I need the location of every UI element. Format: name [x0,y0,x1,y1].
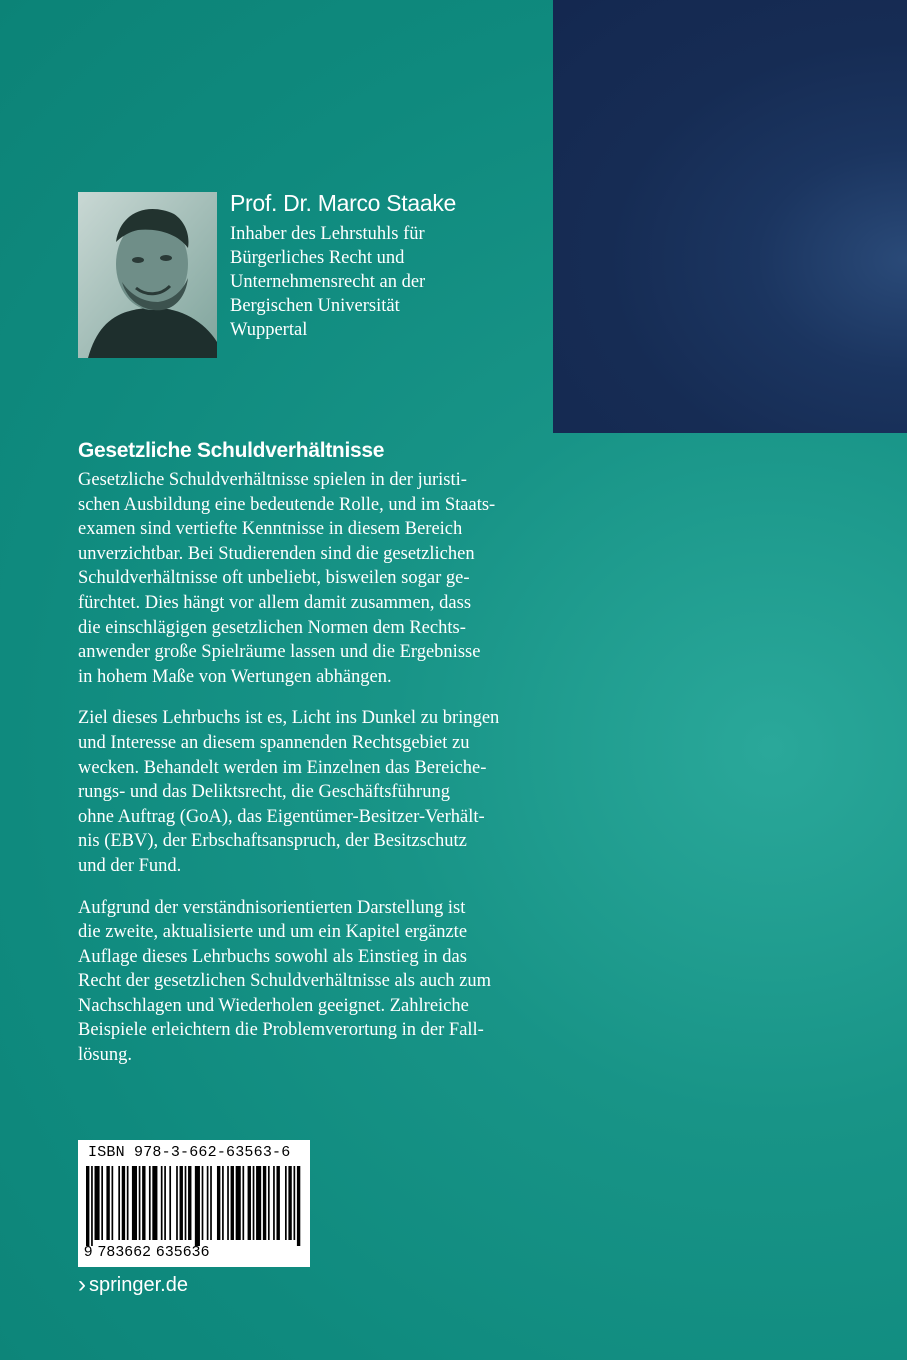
barcode-bar [112,1166,114,1240]
barcode-bar [188,1166,191,1240]
barcode-bar [101,1166,103,1240]
barcode-bar [222,1166,224,1240]
barcode-bar [132,1166,137,1240]
navy-cover-panel [553,0,907,433]
barcode-bar [91,1166,93,1246]
text-line: fürchtet. Dies hängt vor allem damit zusammen, dass [78,592,472,613]
barcode-bar [202,1166,204,1240]
barcode-bar [207,1166,209,1240]
text-line: in hohem Maße von Wertungen abhängen. [78,666,392,687]
barcode-bar [288,1166,291,1240]
barcode-bar [195,1166,200,1246]
barcode-bar [122,1166,125,1240]
barcode-bar [180,1166,183,1240]
chevron-right-icon: › [78,1271,86,1298]
text-line: anwender große Spielräume lassen und die Ergebnisse [78,642,481,663]
text-line: Auflage dieses Lehrbuchs sowohl als Einstieg in das [78,946,467,967]
barcode-bar [217,1166,220,1240]
barcode-bar [118,1166,120,1240]
barcode-bar [256,1166,261,1240]
author-name: Prof. Dr. Marco Staake [230,190,457,216]
barcode-bar [95,1166,100,1240]
text-line: unverzichtbar. Bei Studierenden sind die gesetzlichen [78,543,475,564]
paragraph [78,706,548,878]
barcode-bar [268,1166,270,1240]
barcode-bar [273,1166,275,1240]
barcode-bar [176,1166,178,1240]
text-line: und Interesse an diesem spannenden Rechtsgebiet zu [78,732,470,753]
author-bio-line: Bergischen Universität [230,296,400,316]
author-bio-line: Unternehmensrecht an der [230,272,426,292]
barcode-bar [285,1166,287,1240]
text-line: Beispiele erleichtern die Problemverortung in der Fall- [78,1020,484,1041]
barcode-bar [152,1166,157,1240]
text-line: Schuldverhältnisse oft unbeliebt, bisweilen sogar ge- [78,568,470,589]
barcode-bar [149,1166,151,1240]
barcode-bar [161,1166,163,1240]
paragraph [78,896,548,1068]
text-line: die einschlägigen gesetzlichen Normen dem Rechts- [78,617,466,638]
text-line: und der Fund. [78,855,182,876]
barcode-digits: 9 783662 635636 [84,1243,210,1260]
barcode-bar [127,1166,129,1240]
text-line: Nachschlagen und Wiederholen geeignet. Zahlreiche [78,995,469,1016]
author-bio-line: Inhaber des Lehrstuhls für [230,224,425,244]
barcode-bar [242,1166,244,1240]
text-line: rungs- und das Deliktsrecht, die Geschäftsführung [78,782,450,803]
barcode-bar [294,1166,296,1240]
barcode-bar [142,1166,145,1240]
text-line: Aufgrund der verständnisorientierten Darstellung ist [78,897,466,918]
barcode-bar [86,1166,89,1246]
barcode-bar [297,1166,300,1246]
barcode-bar [276,1166,279,1240]
publisher-link[interactable] [78,1273,188,1297]
publisher-url: springer.de [89,1273,188,1296]
text-line: Ziel dieses Lehrbuchs ist es, Licht ins Dunkel zu bringen [78,708,500,729]
text-line: schen Ausbildung eine bedeutende Rolle, und im Staats- [78,494,496,515]
section-title: Gesetzliche Schuldverhältnisse [78,439,385,462]
barcode-bar [227,1166,229,1240]
blurb-text [78,468,548,1085]
text-line: die zweite, aktualisierte und um ein Kapitel ergänzte [78,922,468,943]
text-line: examen sind vertiefte Kenntnisse in diesem Bereich [78,519,463,540]
isbn-barcode-box [78,1140,310,1267]
text-line: Recht der gesetzlichen Schuldverhältnisse als auch zum [78,971,492,992]
barcode-bar [139,1166,141,1240]
author-photo [78,192,217,358]
author-bio-line: Wuppertal [230,320,308,340]
barcode-bar [236,1166,241,1240]
barcode-bar [248,1166,251,1240]
text-line: lösung. [78,1045,132,1066]
barcode-bar [253,1166,255,1240]
barcode-bar [106,1166,109,1240]
barcode-bar [169,1166,171,1240]
author-bio [230,222,530,342]
isbn-label: ISBN 978-3-662-63563-6 [88,1144,291,1161]
text-line: wecken. Behandelt werden im Einzelnen das Bereiche- [78,757,487,778]
author-bio-line: Bürgerliches Recht und [230,248,405,268]
barcode-icon [86,1166,302,1246]
barcode-bar [185,1166,187,1240]
text-line: Gesetzliche Schuldverhältnisse spielen in der juristi- [78,470,467,490]
text-line: nis (EBV), der Erbschaftsanspruch, der Besitzschutz [78,831,467,852]
barcode-bar [210,1166,212,1240]
barcode-bar [231,1166,234,1240]
barcode-bar [164,1166,166,1240]
barcode-bar [263,1166,266,1240]
text-line: ohne Auftrag (GoA), das Eigentümer-Besitzer-Verhält- [78,806,485,827]
paragraph [78,468,548,689]
